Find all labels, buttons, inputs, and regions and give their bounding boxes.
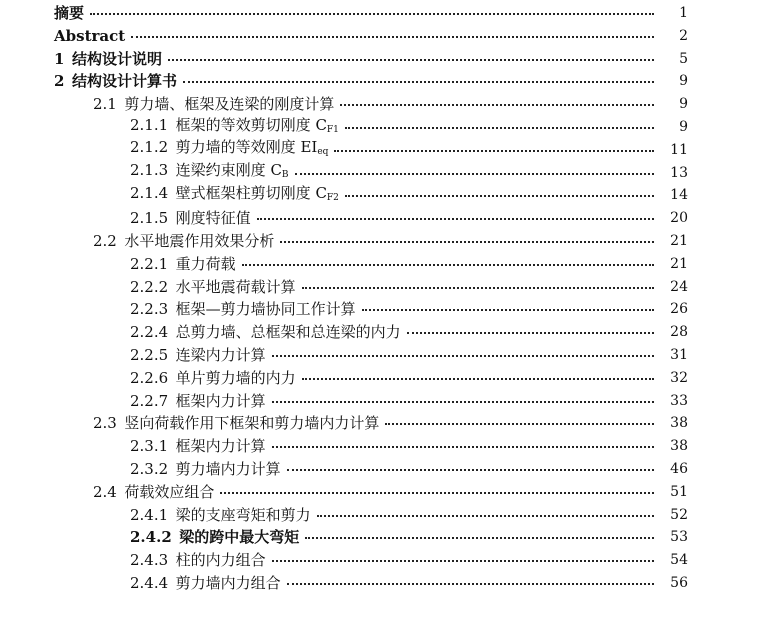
toc-entry-page: 1 — [679, 5, 688, 21]
toc-entry[interactable] — [0, 116, 779, 138]
toc-entry-number: 2.2.3 — [130, 300, 169, 319]
toc-entry-text: 总剪力墙、总框架和总连梁的内力 — [175, 323, 401, 342]
toc-entry-page: 56 — [670, 575, 688, 591]
toc-entry-number: 2.4.2 — [130, 528, 172, 547]
toc-entry[interactable] — [0, 367, 779, 389]
toc-entry-text: 竖向荷载作用下框架和剪力墙内力计算 — [124, 414, 380, 433]
toc-entry-page: 14 — [670, 187, 688, 204]
toc-entry-number: 2.1.4 — [130, 183, 169, 202]
toc-leader-dots — [272, 560, 654, 562]
toc-entry-page: 33 — [670, 392, 688, 409]
toc-entry-number: 2.3.1 — [130, 437, 169, 456]
toc-entry-number: 2.2 — [93, 232, 117, 250]
toc-entry-number: 2.1.5 — [130, 209, 169, 228]
toc-entry[interactable] — [0, 481, 779, 503]
toc-entry-page: 26 — [670, 301, 688, 318]
toc-entry-number: 2.1.2 — [130, 138, 169, 157]
toc-entry[interactable] — [0, 276, 779, 298]
toc-entry[interactable] — [0, 298, 779, 320]
toc-entry-number: 2 — [54, 72, 65, 91]
toc-leader-dots — [220, 492, 654, 494]
toc-entry-title — [130, 458, 281, 480]
toc-entry-page: 13 — [670, 164, 688, 181]
toc-leader-dots — [340, 104, 654, 106]
toc-entry-number: 2.2.2 — [130, 277, 169, 296]
toc-entry-page: 9 — [679, 73, 688, 90]
toc-entry-title — [93, 230, 274, 252]
toc-leader-dots — [302, 287, 654, 289]
toc-leader-dots — [280, 241, 654, 243]
toc-entry-text: 刚度特征值 — [175, 209, 251, 228]
toc-entry-title — [130, 504, 311, 526]
toc-entry-number: 2.2.4 — [130, 323, 169, 342]
toc-entry[interactable] — [0, 435, 779, 457]
toc-entry-text: 柱的内力组合 — [175, 551, 266, 570]
toc-entry-title — [93, 481, 214, 503]
toc-leader-dots — [345, 127, 654, 129]
toc-entry-title — [130, 253, 236, 275]
toc-entry[interactable] — [0, 412, 779, 434]
toc-entry-text: 剪力墙内力计算 — [175, 460, 281, 478]
toc-entry-title — [130, 526, 299, 548]
toc-leader-dots — [302, 378, 654, 380]
toc-entry-page: 31 — [670, 347, 688, 363]
toc-entry-page: 5 — [679, 50, 688, 67]
toc-leader-dots — [272, 355, 654, 357]
toc-leader-dots — [407, 332, 654, 334]
toc-entry-subscript: F1 — [326, 124, 339, 135]
toc-entry[interactable] — [0, 504, 779, 526]
toc-entry[interactable] — [0, 390, 779, 412]
toc-leader-dots — [131, 36, 654, 38]
toc-entry-number: 1 — [54, 49, 65, 68]
toc-leader-dots — [345, 195, 654, 197]
toc-entry-number: 摘要 — [54, 4, 85, 22]
toc-entry-title — [54, 25, 125, 47]
toc-leader-dots — [242, 264, 654, 266]
toc-entry-number: 2.1 — [93, 95, 117, 114]
toc-entry-text: 剪力墙内力组合 — [175, 574, 281, 592]
toc-leader-dots — [295, 173, 654, 175]
toc-entry[interactable] — [0, 230, 779, 252]
toc-entry-number: 2.4.1 — [130, 505, 169, 524]
toc-leader-dots — [287, 583, 654, 585]
toc-entry-page: 11 — [670, 141, 688, 158]
toc-entry-page: 21 — [670, 233, 688, 249]
toc-leader-dots — [168, 59, 654, 61]
toc-entry-title — [130, 367, 296, 389]
toc-entry-title — [130, 572, 281, 594]
toc-entry-text: 壁式框架柱剪切刚度 C — [175, 183, 327, 202]
toc-entry[interactable] — [0, 2, 779, 24]
toc-entry-page: 38 — [670, 438, 688, 455]
toc-entry-number: 2.4.4 — [130, 574, 169, 592]
toc-entry-title — [130, 276, 296, 298]
toc-entry-page: 24 — [670, 278, 688, 295]
toc-entry-text: 荷载效应组合 — [124, 482, 215, 501]
toc-entry-number: 2.4 — [93, 482, 117, 501]
toc-entry[interactable] — [0, 70, 779, 92]
toc-entry-text: 梁的跨中最大弯矩 — [179, 528, 300, 547]
toc-entry-text: 水平地震作用效果分析 — [124, 232, 275, 250]
toc-entry-title — [93, 412, 379, 434]
toc-entry-number: 2.2.1 — [130, 254, 169, 273]
toc-entry-subscript: F2 — [326, 192, 339, 203]
toc-entry-title — [93, 93, 334, 115]
toc-entry-title — [130, 321, 401, 343]
toc-entry-page: 46 — [670, 461, 688, 477]
toc-entry-page: 53 — [670, 529, 688, 546]
toc-entry-page: 38 — [670, 415, 688, 432]
toc-entry-text: 框架—剪力墙协同工作计算 — [175, 300, 356, 319]
toc-leader-dots — [317, 515, 654, 517]
toc-entry-title — [130, 207, 251, 229]
toc-entry-text: 剪力墙、框架及连梁的刚度计算 — [124, 95, 335, 114]
toc-entry-number: 2.4.3 — [130, 551, 169, 570]
toc-entry[interactable] — [0, 572, 779, 594]
toc-entry-page: 51 — [670, 483, 688, 500]
toc-entry-number: 2.2.7 — [130, 391, 169, 410]
toc-entry-page: 9 — [679, 119, 688, 135]
toc-entry-page: 54 — [670, 552, 688, 569]
toc-leader-dots — [183, 81, 654, 83]
toc-entry-number: 2.1.1 — [130, 115, 169, 134]
toc-entry-text: 框架内力计算 — [175, 391, 266, 410]
toc-leader-dots — [334, 150, 654, 152]
toc-entry[interactable] — [0, 207, 779, 229]
toc-entry-title — [54, 70, 177, 92]
toc-entry-page: 28 — [670, 324, 688, 341]
toc-entry-text: 水平地震荷载计算 — [175, 277, 296, 296]
toc-entry[interactable] — [0, 549, 779, 571]
toc-entry-text: 连梁约束刚度 C — [175, 161, 282, 180]
toc-entry-page: 2 — [679, 27, 688, 44]
toc-entry-text: 结构设计计算书 — [71, 72, 177, 91]
toc-entry-page: 21 — [670, 255, 688, 272]
toc-entry-page: 32 — [670, 369, 688, 386]
toc-entry-text: 梁的支座弯矩和剪力 — [175, 505, 311, 524]
toc-leader-dots — [272, 401, 654, 403]
toc-entry-text: 框架内力计算 — [175, 437, 266, 456]
toc-leader-dots — [362, 309, 654, 311]
toc-entry-title — [54, 2, 84, 24]
toc-entry-number: Abstract — [54, 26, 126, 45]
toc-entry-number: 2.3.2 — [130, 460, 169, 478]
toc-entry-text: 连梁内力计算 — [175, 346, 266, 364]
toc-entry-page: 9 — [679, 96, 688, 113]
toc-entry-text: 剪力墙的等效刚度 EI — [175, 138, 318, 157]
toc-entry-page: 52 — [670, 506, 688, 523]
toc-entry-title — [130, 182, 339, 209]
toc-entry-title — [130, 435, 266, 457]
toc-entry-number: 2.1.3 — [130, 161, 169, 180]
toc-leader-dots — [385, 423, 654, 425]
toc-entry-page: 20 — [670, 210, 688, 227]
toc-entry-number: 2.2.6 — [130, 368, 169, 387]
toc-entry[interactable] — [0, 93, 779, 115]
toc-entry[interactable] — [0, 253, 779, 275]
toc-entry[interactable] — [0, 344, 779, 366]
toc-entry-text: 结构设计说明 — [71, 49, 162, 68]
toc-entry-text: 框架的等效剪切刚度 C — [175, 115, 327, 134]
toc-entry[interactable] — [0, 162, 779, 184]
toc-entry[interactable] — [0, 139, 779, 161]
toc-entry-title — [130, 344, 266, 366]
toc-entry[interactable] — [0, 48, 779, 70]
toc-leader-dots — [305, 537, 654, 539]
toc-entry-number: 2.2.5 — [130, 346, 169, 364]
toc-entry[interactable] — [0, 25, 779, 47]
toc-entry-subscript: eq — [317, 147, 329, 158]
toc-entry-number: 2.3 — [93, 414, 117, 433]
toc-entry-text: 单片剪力墙的内力 — [175, 368, 296, 387]
toc-entry[interactable] — [0, 321, 779, 343]
toc-entry-title — [130, 390, 266, 412]
toc-entry-title — [130, 549, 266, 571]
toc-entry-title — [130, 298, 356, 320]
toc-entry-subscript: B — [281, 170, 289, 181]
toc-leader-dots — [287, 469, 654, 471]
toc-entry-title — [54, 48, 162, 70]
toc-leader-dots — [257, 218, 654, 220]
toc-entry[interactable] — [0, 458, 779, 480]
toc-entry[interactable] — [0, 184, 779, 206]
toc-entry[interactable] — [0, 526, 779, 548]
toc-leader-dots — [90, 13, 654, 15]
toc-leader-dots — [272, 446, 654, 448]
toc-entry-text: 重力荷载 — [175, 254, 236, 273]
